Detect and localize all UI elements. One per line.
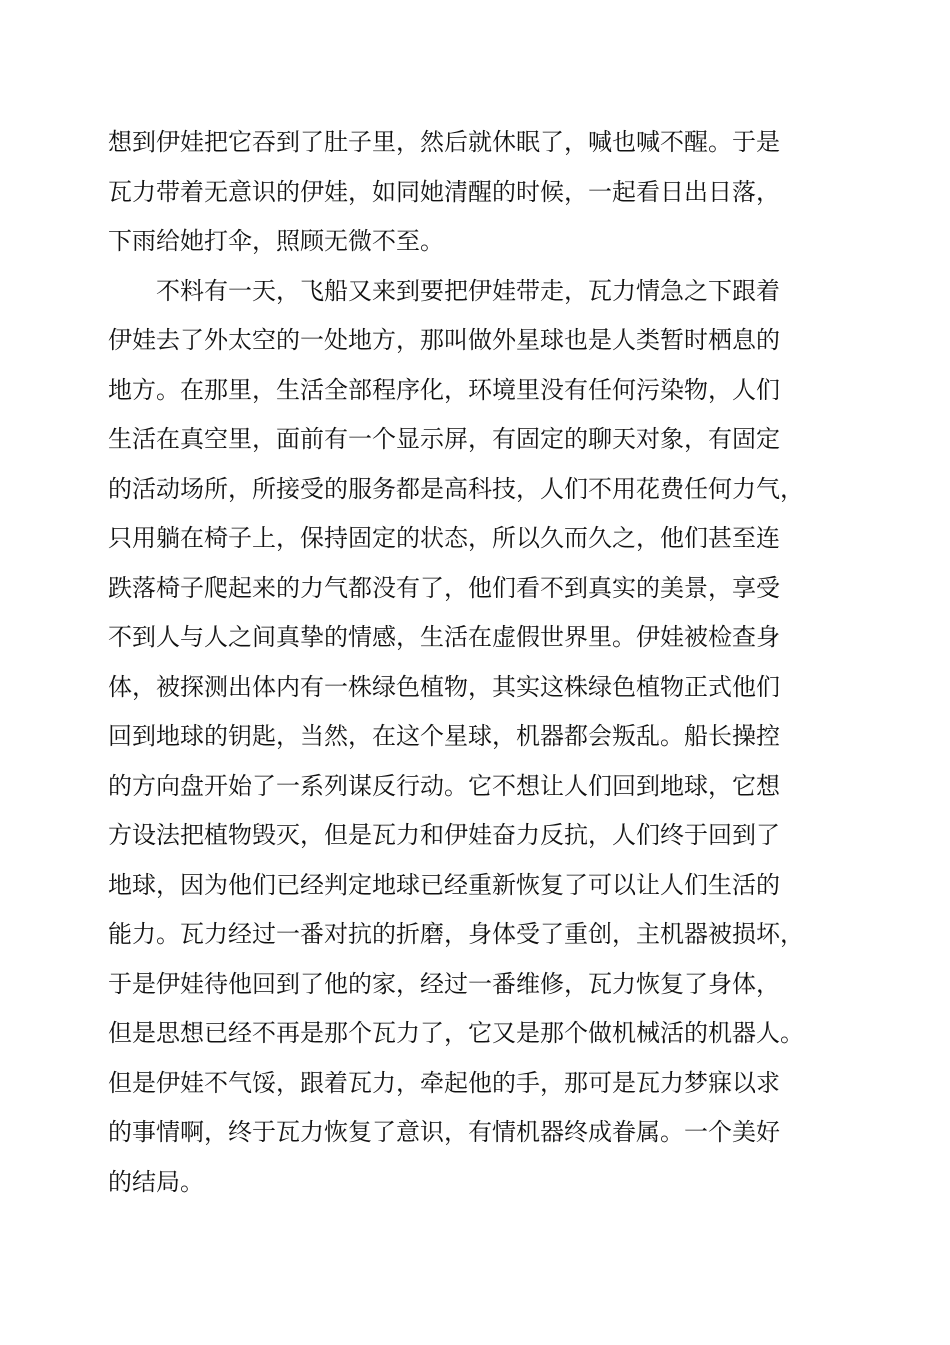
text-line: 生活在真空里，面前有一个显示屏，有固定的聊天对象，有固定 [108,425,780,453]
text-line: 只用躺在椅子上，保持固定的状态，所以久而久之，他们甚至连 [108,524,780,552]
text-line: 伊娃去了外太空的一处地方，那叫做外星球也是人类暂时栖息的 [108,326,780,354]
body-text [108,118,828,1207]
text-line: 的事情啊，终于瓦力恢复了意识，有情机器终成眷属。一个美好 [108,1118,780,1146]
text-line: 的结局。 [108,1167,204,1196]
text-line: 的方向盘开始了一系列谋反行动。它不想让人们回到地球，它想 [108,771,780,800]
text-line: 方设法把植物毁灭，但是瓦力和伊娃奋力反抗，人们终于回到了 [108,821,780,849]
text-line: 跌落椅子爬起来的力气都没有了，他们看不到真实的美景，享受 [108,573,780,602]
text-line: 瓦力带着无意识的伊娃，如同她清醒的时候，一起看日出日落， [108,177,780,206]
text-line: 地球，因为他们已经判定地球已经重新恢复了可以让人们生活的 [108,870,780,899]
text-line: 但是思想已经不再是那个瓦力了，它又是那个做机械活的机器人。 [108,1019,804,1047]
text-line: 体，被探测出体内有一株绿色植物，其实这株绿色植物正式他们 [108,672,780,701]
text-line: 的活动场所，所接受的服务都是高科技，人们不用花费任何力气， [108,474,804,503]
paragraph-start-line: 不料有一天，飞船又来到要把伊娃带走，瓦力情急之下跟着 [108,276,780,305]
text-line: 回到地球的钥匙，当然，在这个星球，机器都会叛乱。船长操控 [108,722,780,750]
text-line: 地方。在那里，生活全部程序化，环境里没有任何污染物，人们 [108,375,780,404]
text-line: 不到人与人之间真挚的情感，生活在虚假世界里。伊娃被检查身 [108,623,780,651]
text-line: 想到伊娃把它吞到了肚子里，然后就休眠了，喊也喊不醒。于是 [108,128,780,156]
text-line: 于是伊娃待他回到了他的家，经过一番维修，瓦力恢复了身体， [108,969,780,998]
text-line: 下雨给她打伞，照顾无微不至。 [108,227,444,255]
text-line: 但是伊娃不气馁，跟着瓦力，牵起他的手，那可是瓦力梦寐以求 [108,1068,780,1097]
text-line: 能力。瓦力经过一番对抗的折磨，身体受了重创，主机器被损坏， [108,920,804,948]
